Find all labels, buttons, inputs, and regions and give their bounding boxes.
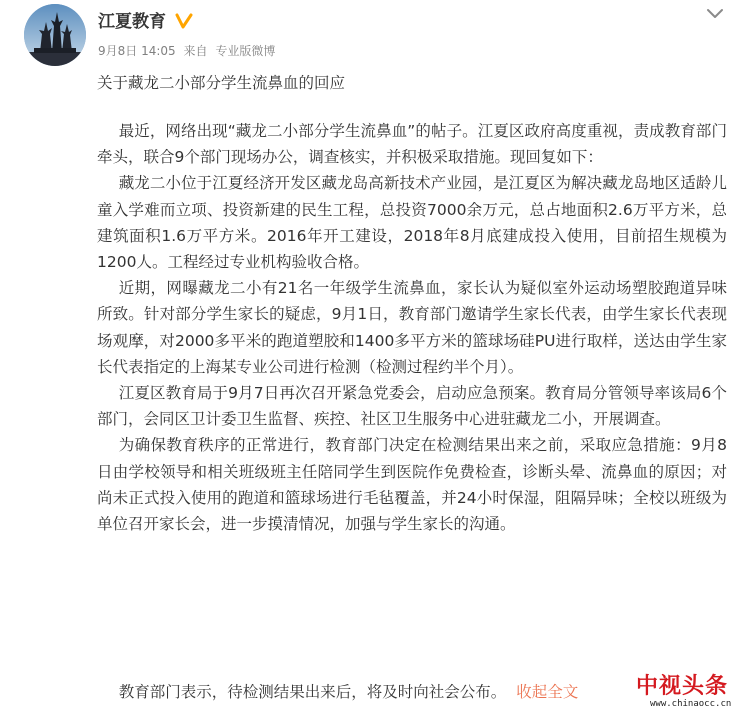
post-paragraph: 近期，网曝藏龙二小有21名一年级学生流鼻血，家长认为疑似室外运动场塑胶跑道异味所致。针对部分学生家长的疑虑，9月1日，教育部门邀请学生家长代表，由学生家长代表现场观摩，对2000多平米的跑道塑胶和1400多平方米的篮球场硅PU进行取样，送达由学生家长代表指定的上海某专业公司进行检测（检测过程约半个月）。	[97, 279, 727, 376]
watermark-logo	[632, 674, 744, 710]
post-headline: 关于藏龙二小部分学生流鼻血的回应	[97, 74, 346, 92]
chevron-down-icon[interactable]	[704, 6, 726, 22]
watermark-text: 中视头条	[636, 674, 729, 699]
post-paragraph: 最近，网络出现“藏龙二小部分学生流鼻血”的帖子。江夏区政府高度重视，责成教育部门牵头，联合9个部门现场办公，调查核实，并积极采取措施。现回复如下：	[97, 122, 727, 167]
post-last-line	[97, 679, 578, 705]
avatar[interactable]	[24, 4, 86, 66]
post-last-sentence: 教育部门表示，待检测结果出来后，将及时向社会公布。	[118, 683, 507, 701]
post-source[interactable]: 专业版微博	[215, 44, 276, 58]
post-meta	[98, 42, 279, 60]
watermark-url: www.chinaocc.cn	[650, 699, 732, 709]
post-paragraph: 为确保教育秩序的正常进行，教育部门决定在检测结果出来之前，采取应急措施：9月8日由学校领导和相关班级班主任陪同学生到医院作免费检查，诊断头晕、流鼻血的原因；对尚未正式投入使用的跑道和篮球场进行毛毡覆盖，并24小时保湿，阻隔异味；全校以班级为单位召开家长会，进一步摸清情况，加强与学生家长的沟通。	[97, 436, 727, 534]
post-body	[97, 118, 727, 537]
post-source-prefix: 来自	[183, 44, 208, 58]
collapse-full-text-link[interactable]: 收起全文	[516, 683, 579, 701]
post-time[interactable]: 9月8日 14:05	[98, 44, 176, 58]
avatar-image	[24, 4, 86, 66]
post-paragraph: 藏龙二小位于江夏经济开发区藏龙岛高新技术产业园，是江夏区为解决藏龙岛地区适龄儿童入学难而立项、投资新建的民生工程，总投资7000余万元，总占地面积2.6万平方米，总建筑面积1.6万平方米。2016年开工建设，2018年8月底建成投入使用，目前招生规模为1200人。工程经过专业机构验收合格。	[97, 174, 727, 272]
post-paragraph: 江夏区教育局于9月7日再次召开紧急党委会，启动应急预案。教育局分管领导率该局6个部门，会同区卫计委卫生监督、疾控、社区卫生服务中心进驻藏龙二小，开展调查。	[97, 384, 727, 429]
verified-badge-icon	[175, 12, 193, 30]
author-name[interactable]: 江夏教育	[98, 12, 166, 32]
